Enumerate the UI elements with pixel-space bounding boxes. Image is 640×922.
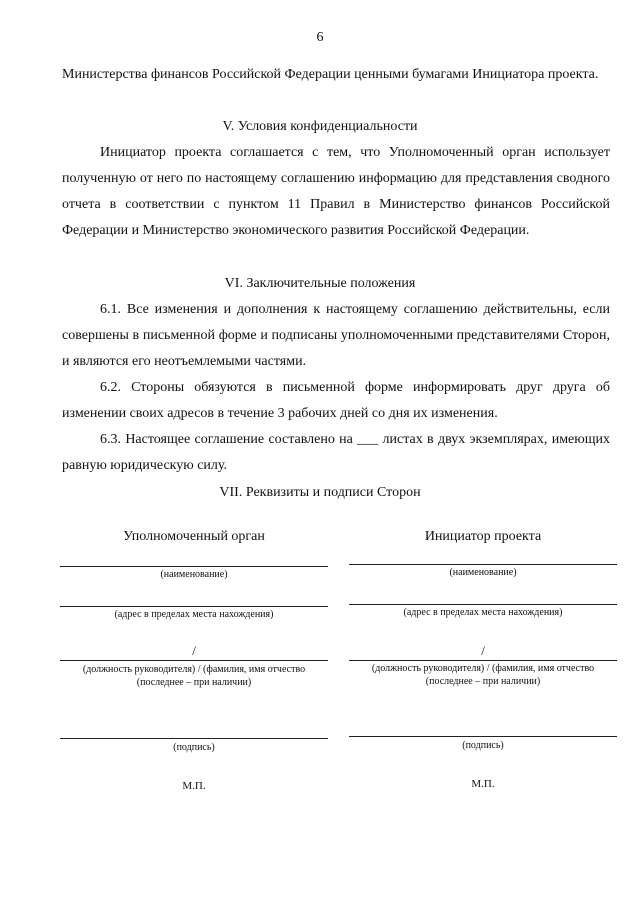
signature-caption: (подпись) — [462, 740, 504, 751]
position-separator: / — [192, 643, 196, 658]
clause-6-2: 6.2. Стороны обязуются в письменной форме информировать друг друга об изменении своих адресов в течение 3 рабочих дней со дня их изменения. — [62, 380, 610, 421]
clause-6-1: 6.1. Все изменения и дополнения к настоящему соглашению действительны, если совершены в письменной форме и подписаны уполномоченными представителями Сторон, и являются его неотъемлемыми частями. — [62, 302, 610, 369]
position-line[interactable] — [349, 660, 617, 661]
authorized-body-title: Уполномоченный орган — [123, 529, 265, 544]
name-caption: (наименование) — [160, 569, 228, 580]
clause-6-3: 6.3. Настоящее соглашение составлено на ___ листах в двух экземплярах, имеющих равную юридическую силу. — [62, 432, 610, 473]
name-line[interactable] — [349, 564, 617, 565]
page-number: 6 — [316, 30, 324, 45]
intro-text: Министерства финансов Российской Федерации ценными бумагами Инициатора проекта. — [62, 67, 599, 82]
position-caption-note: (последнее – при наличии) — [136, 677, 252, 688]
signature-line[interactable] — [349, 736, 617, 737]
position-separator: / — [481, 643, 485, 658]
position-caption: (должность руководителя) / (фамилия, имя отчество — [82, 664, 306, 675]
position-line[interactable] — [60, 660, 328, 661]
stamp-place: М.П. — [471, 778, 495, 790]
address-line[interactable] — [349, 604, 617, 605]
signature-line[interactable] — [60, 738, 328, 739]
section-5-heading: V. Условия конфиденциальности — [222, 119, 418, 134]
address-caption: (адрес в пределах места нахождения) — [114, 609, 274, 620]
signature-caption: (подпись) — [173, 742, 215, 753]
address-line[interactable] — [60, 606, 328, 607]
position-caption: (должность руководителя) / (фамилия, имя отчество — [371, 663, 595, 674]
section-6-heading: VI. Заключительные положения — [224, 276, 416, 291]
name-caption: (наименование) — [449, 567, 517, 578]
project-initiator-title: Инициатор проекта — [424, 529, 542, 544]
position-caption-note: (последнее – при наличии) — [425, 676, 541, 687]
signature-block-project-initiator — [349, 0, 617, 922]
stamp-place: М.П. — [182, 780, 206, 792]
section-5-text: Инициатор проекта соглашается с тем, что Уполномоченный орган использует полученную от него по настоящему соглашению информацию для представления сводного отчета в соответствии с пунктом 11 Правил в Министерство финансов Российской Федерации и Министерство экономического развития Российской Федерации. — [62, 145, 610, 238]
address-caption: (адрес в пределах места нахождения) — [403, 607, 563, 618]
signature-block-authorized-body — [60, 0, 328, 922]
section-7-heading: VII. Реквизиты и подписи Сторон — [219, 485, 421, 500]
name-line[interactable] — [60, 566, 328, 567]
